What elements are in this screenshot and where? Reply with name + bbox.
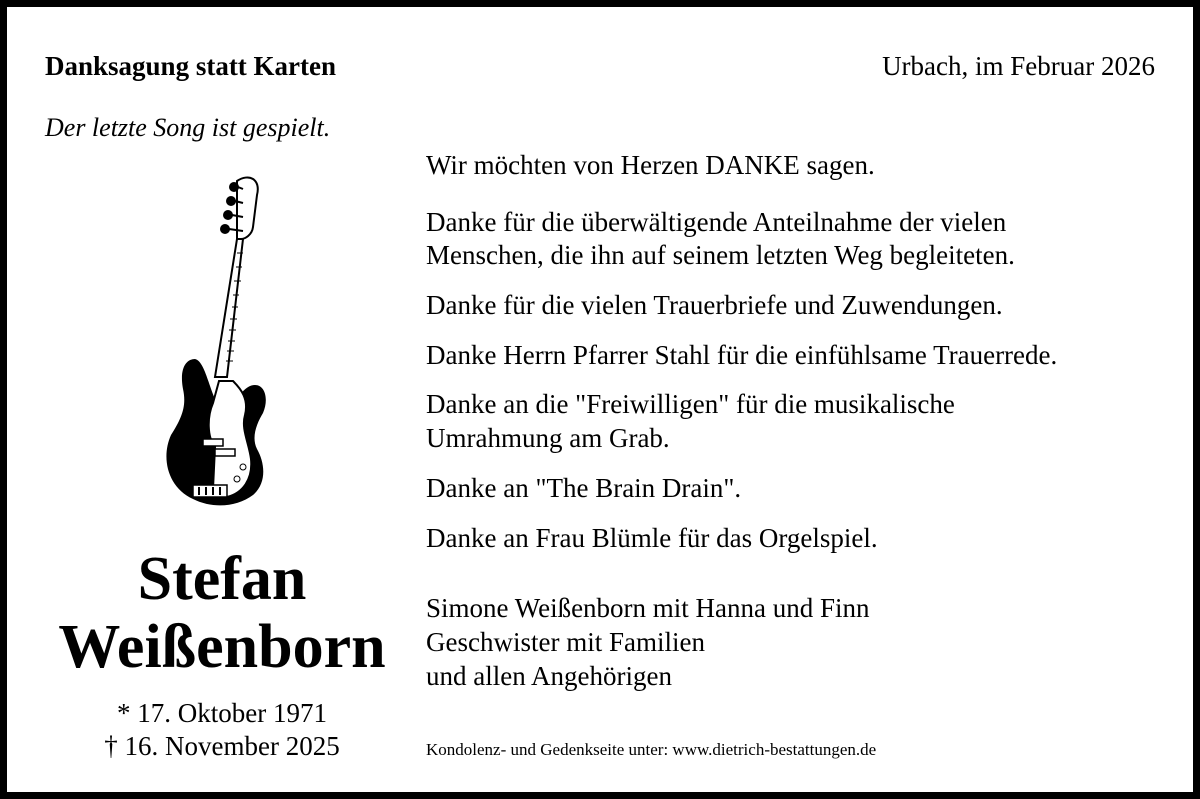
thanks-line: Menschen, die ihn auf seinem letzten Weg begleiteten. <box>426 240 1015 270</box>
signature-line: und allen Angehörigen <box>426 661 672 691</box>
thanks-line: Danke an Frau Blümle für das Orgelspiel. <box>426 523 878 553</box>
condolence-footer: Kondolenz- und Gedenkseite unter: www.dietrich-bestattungen.de <box>426 740 877 759</box>
thanks-line: Danke Herrn Pfarrer Stahl für die einfühlsame Trauerrede. <box>426 340 1058 370</box>
bass-guitar-icon <box>157 167 277 517</box>
header-title: Danksagung statt Karten <box>45 51 337 81</box>
thanks-line: Umrahmung am Grab. <box>426 423 670 453</box>
header-place-date: Urbach, im Februar 2026 <box>882 51 1155 81</box>
signature-line: Geschwister mit Familien <box>426 627 705 657</box>
thanks-line: Danke an die "Freiwilligen" für die musikalische <box>426 389 955 419</box>
signature-line: Simone Weißenborn mit Hanna und Finn <box>426 593 870 623</box>
deceased-first-name: Stefan <box>137 545 307 613</box>
thanks-line: Danke an "The Brain Drain". <box>426 473 742 503</box>
death-date: † 16. November 2025 <box>104 731 340 761</box>
thanks-line: Danke für die vielen Trauerbriefe und Zuwendungen. <box>426 290 1003 320</box>
thanks-line: Danke für die überwältigende Anteilnahme der vielen <box>426 207 1007 237</box>
birth-date: * 17. Oktober 1971 <box>117 698 327 728</box>
deceased-last-name: Weißenborn <box>58 613 386 681</box>
motto: Der letzte Song ist gespielt. <box>45 113 331 142</box>
thanks-intro: Wir möchten von Herzen DANKE sagen. <box>426 150 875 180</box>
